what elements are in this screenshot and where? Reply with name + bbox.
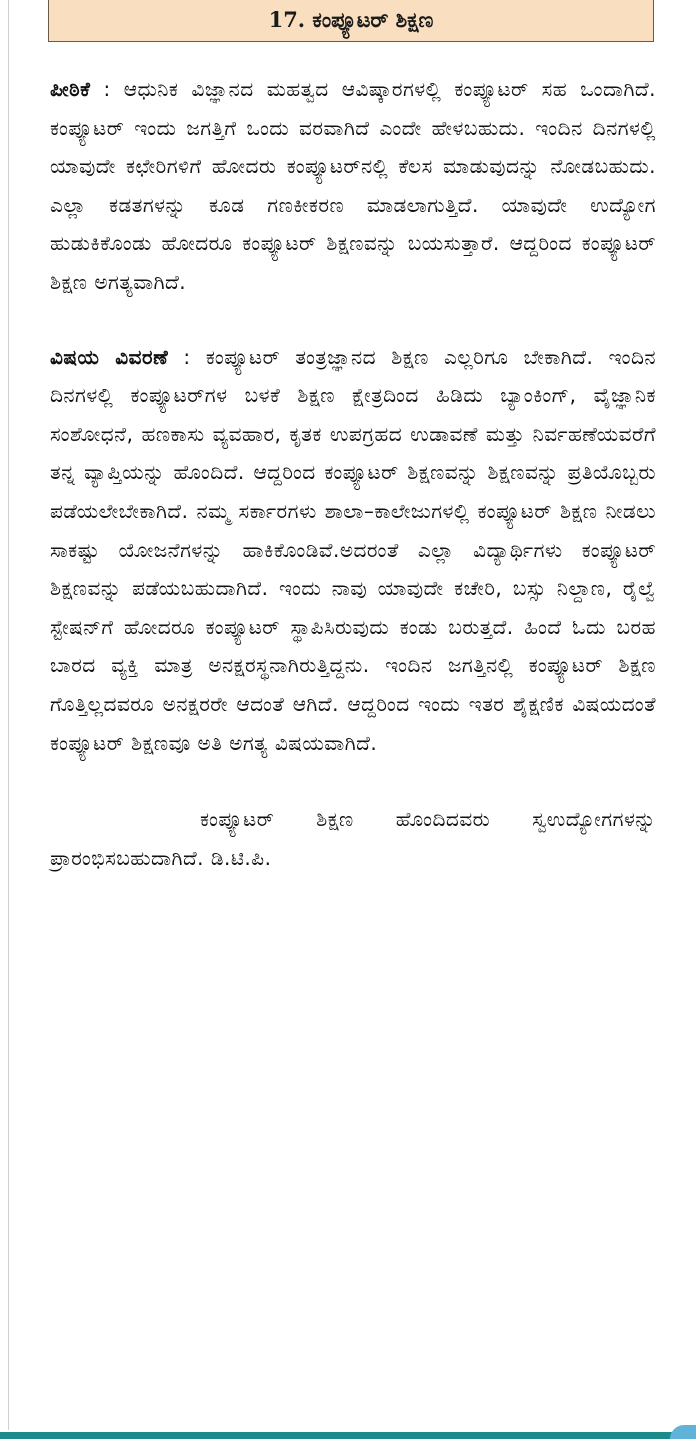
continuation-text: ಕಂಪ್ಯೂಟರ್ ಶಿಕ್ಷಣ ಹೊಂದಿದವರು ಸ್ವಉದ್ಯೋಗಗಳನ್ನು ಪ್ರಾರಂಭಿಸಬಹುದಾಗಿದೆ. ಡಿ.ಟಿ.ಪಿ. <box>50 807 656 870</box>
description-separator: : <box>168 344 206 369</box>
description-heading: ವಿಷಯ ವಿವರಣೆ <box>50 344 169 369</box>
corner-decoration <box>670 1425 696 1439</box>
paragraph-continuation <box>50 800 656 877</box>
description-text: ಕಂಪ್ಯೂಟರ್ ತಂತ್ರಜ್ಞಾನದ ಶಿಕ್ಷಣ ಎಲ್ಲರಿಗೂ ಬೇಕಾಗಿದೆ. ಇಂದಿನ ದಿನಗಳಲ್ಲಿ ಕಂಪ್ಯೂಟರ್‌ಗಳ ಬಳಕೆ ಶಿಕ್ಷಣ ಕ್ಷೇತ್ರದಿಂದ ಹಿಡಿದು ಬ್ಯಾಂಕಿಂಗ್, ವೈಜ್ಞಾನಿಕ ಸಂಶೋಧನೆ, ಹಣಕಾಸು ವ್ಯವಹಾರ, ಕೃತಕ ಉಪಗ್ರಹದ ಉಡಾವಣೆ ಮತ್ತು ನಿರ್ವಹಣೆಯವರೆಗೆ ತನ್ನ ವ್ಯಾಪ್ತಿಯನ್ನು ಹೊಂದಿದೆ. ಆದ್ದರಿಂದ ಕಂಪ್ಯೂಟರ್ ಶಿಕ್ಷಣವನ್ನು ಶಿಕ್ಷಣವನ್ನು ಪ್ರತಿಯೊಬ್ಬರು ಪಡೆಯಲೇಬೇಕಾಗಿದೆ. ನಮ್ಮ ಸರ್ಕಾರಗಳು ಶಾಲಾ–ಕಾಲೇಜುಗಳಲ್ಲಿ ಕಂಪ್ಯೂಟರ್ ಶಿಕ್ಷಣ ನೀಡಲು ಸಾಕಷ್ಟು ಯೋಜನೆಗಳನ್ನು ಹಾಕಿಕೊಂಡಿವೆ.ಅದರಂತೆ ಎಲ್ಲಾ ವಿದ್ಯಾರ್ಥಿಗಳು ಕಂಪ್ಯೂಟರ್ ಶಿಕ್ಷಣವನ್ನು ಪಡೆಯಬಹುದಾಗಿದೆ. ಇಂದು ನಾವು ಯಾವುದೇ ಕಚೇರಿ, ಬಸ್ಸು ನಿಲ್ದಾಣ, ರೈಲ್ವೆ ಸ್ಟೇಷನ್‌ಗೆ ಹೋದರೂ ಕಂಪ್ಯೂಟರ್ ಸ್ಥಾಪಿಸಿರುವುದು ಕಂಡು ಬರುತ್ತದೆ. ಹಿಂದೆ ಓದು ಬರಹ ಬಾರದ ವ್ಯಕ್ತಿ ಮಾತ್ರ ಅನಕ್ಷರಸ್ಥನಾಗಿರುತ್ತಿದ್ದನು. ಇಂದಿನ ಜಗತ್ತಿನಲ್ಲಿ ಕಂಪ್ಯೂಟರ್ ಶಿಕ್ಷಣ ಗೊತ್ತಿಲ್ಲದವರೂ ಅನಕ್ಷರರೇ ಆದಂತೆ ಆಗಿದೆ. ಆದ್ದರಿಂದ ಇಂದು ಇತರ ಶೈಕ್ಷಣಿಕ ವಿಷಯದಂತೆ ಕಂಪ್ಯೂಟರ್ ಶಿಕ್ಷಣವೂ ಅತಿ ಅಗತ್ಯ ವಿಷಯವಾಗಿದೆ. <box>50 344 656 755</box>
essay-body <box>50 70 656 877</box>
intro-heading: ಪೀಠಿಕೆ <box>50 77 91 101</box>
paragraph-description <box>50 338 656 763</box>
chapter-title: 17. ಕಂಪ್ಯೂಟರ್ ಶಿಕ್ಷಣ <box>48 0 654 42</box>
page-edge-line <box>8 0 9 1430</box>
paragraph-introduction <box>50 70 656 302</box>
intro-separator: : <box>90 77 124 101</box>
intro-text: ಆಧುನಿಕ ವಿಜ್ಞಾನದ ಮಹತ್ವದ ಆವಿಷ್ಕಾರಗಳಲ್ಲಿ ಕಂಪ್ಯೂಟರ್ ಸಹ ಒಂದಾಗಿದೆ. ಕಂಪ್ಯೂಟರ್ ಇಂದು ಜಗತ್ತಿಗೆ ಒಂದು ವರವಾಗಿದೆ ಎಂದೇ ಹೇಳಬಹುದು. ಇಂದಿನ ದಿನಗಳಲ್ಲಿ ಯಾವುದೇ ಕಛೇರಿಗಳಿಗೆ ಹೋದರು ಕಂಪ್ಯೂಟರ್‌ನಲ್ಲಿ ಕೆಲಸ ಮಾಡುವುದನ್ನು ನೋಡಬಹುದು. ಎಲ್ಲಾ ಕಡತಗಳನ್ನು ಕೂಡ ಗಣಕೀಕರಣ ಮಾಡಲಾಗುತ್ತಿದೆ. ಯಾವುದೇ ಉದ್ಯೋಗ ಹುಡುಕಿಕೊಂಡು ಹೋದರೂ ಕಂಪ್ಯೂಟರ್ ಶಿಕ್ಷಣವನ್ನು ಬಯಸುತ್ತಾರೆ. ಆದ್ದರಿಂದ ಕಂಪ್ಯೂಟರ್ ಶಿಕ್ಷಣ ಅಗತ್ಯವಾಗಿದೆ. <box>50 77 656 294</box>
bottom-accent-bar <box>0 1432 696 1439</box>
